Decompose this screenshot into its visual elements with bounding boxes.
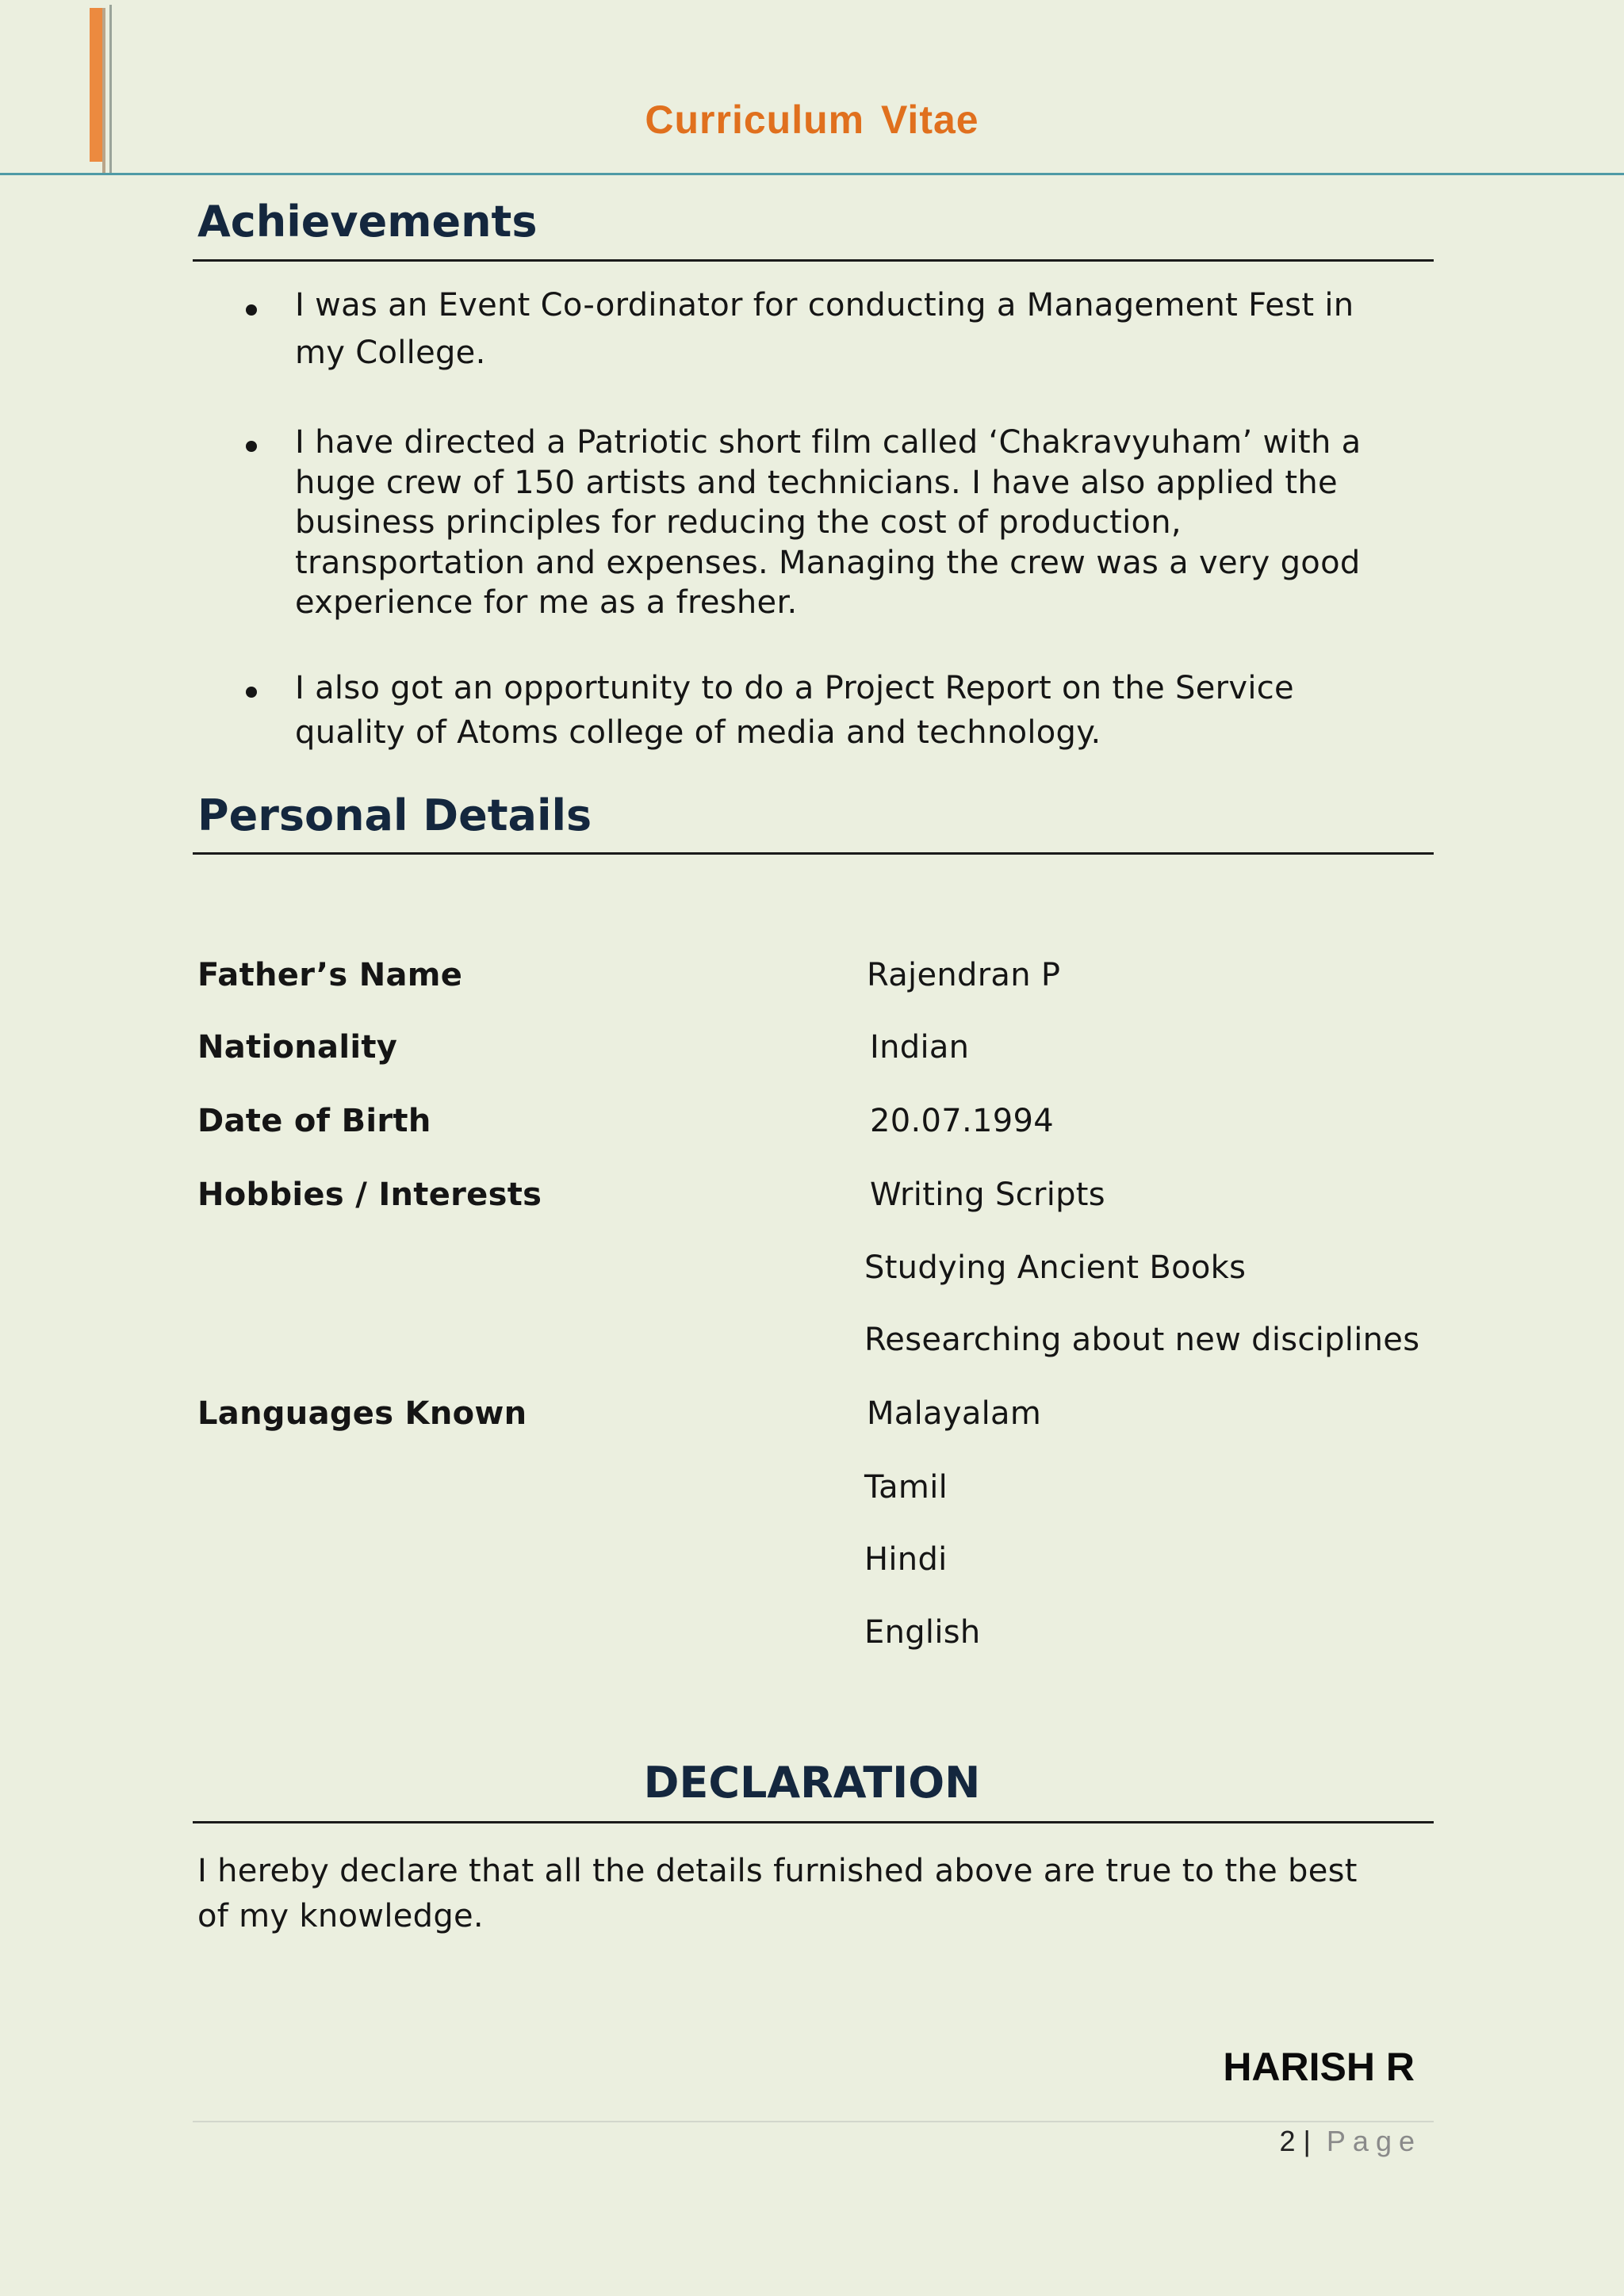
achievement-item-2-line-3: business principles for reducing the cost of production, <box>295 504 1182 541</box>
achievement-item-1-line-1: I was an Event Co-ordinator for conducting a Management Fest in <box>295 287 1354 323</box>
achievements-rule <box>193 259 1434 262</box>
hobby-item: Writing Scripts <box>870 1177 1105 1213</box>
nationality-value: Indian <box>870 1029 970 1066</box>
document-title: Curriculum Vitae <box>645 98 979 142</box>
bullet-icon <box>246 441 257 452</box>
achievement-item-2-line-4: transportation and expenses. Managing the crew was a very good <box>295 545 1361 581</box>
declaration-heading: DECLARATION <box>643 1758 981 1808</box>
language-item: Hindi <box>864 1541 948 1578</box>
header-decor-line <box>109 5 112 174</box>
page-footer <box>1280 2125 1423 2158</box>
language-item: Tamil <box>864 1469 948 1506</box>
language-item: English <box>864 1614 981 1651</box>
hobby-item: Researching about new disciplines <box>864 1322 1420 1358</box>
hobby-item: Studying Ancient Books <box>864 1249 1247 1286</box>
page-separator: | <box>1303 2125 1311 2157</box>
achievement-item-3-line-2: quality of Atoms college of media and technology. <box>295 714 1101 751</box>
declaration-rule <box>193 1821 1434 1823</box>
page-number: 2 <box>1279 2125 1296 2157</box>
declaration-line-2: of my knowledge. <box>197 1898 484 1934</box>
page-word: Page <box>1326 2125 1422 2157</box>
achievement-item-2-line-1: I have directed a Patriotic short film called ‘Chakravyuham’ with a <box>295 424 1362 461</box>
nationality-label: Nationality <box>197 1029 398 1066</box>
achievement-item-2-line-5: experience for me as a fresher. <box>295 584 798 621</box>
achievement-item-1-line-2: my College. <box>295 335 486 371</box>
personal-details-heading: Personal Details <box>197 790 592 840</box>
personal-details-rule <box>193 852 1434 855</box>
date-of-birth-label: Date of Birth <box>197 1103 431 1139</box>
language-item: Malayalam <box>867 1395 1042 1432</box>
bullet-icon <box>246 687 257 698</box>
achievement-item-3-line-1: I also got an opportunity to do a Project Report on the Service <box>295 670 1294 706</box>
declaration-line-1: I hereby declare that all the details furnished above are true to the best <box>197 1853 1358 1889</box>
fathers-name-label: Father’s Name <box>197 957 463 993</box>
signature-name: HARISH R <box>1223 2045 1415 2089</box>
header-decor-shadow <box>102 8 105 174</box>
date-of-birth-value: 20.07.1994 <box>870 1103 1055 1139</box>
fathers-name-value: Rajendran P <box>867 957 1061 993</box>
bullet-icon <box>246 304 257 316</box>
header-rule <box>0 173 1624 175</box>
footer-rule <box>193 2121 1434 2122</box>
achievement-item-2-line-2: huge crew of 150 artists and technicians. I have also applied the <box>295 465 1338 501</box>
hobbies-label: Hobbies / Interests <box>197 1177 542 1213</box>
achievements-heading: Achievements <box>197 197 538 247</box>
languages-label: Languages Known <box>197 1395 527 1432</box>
